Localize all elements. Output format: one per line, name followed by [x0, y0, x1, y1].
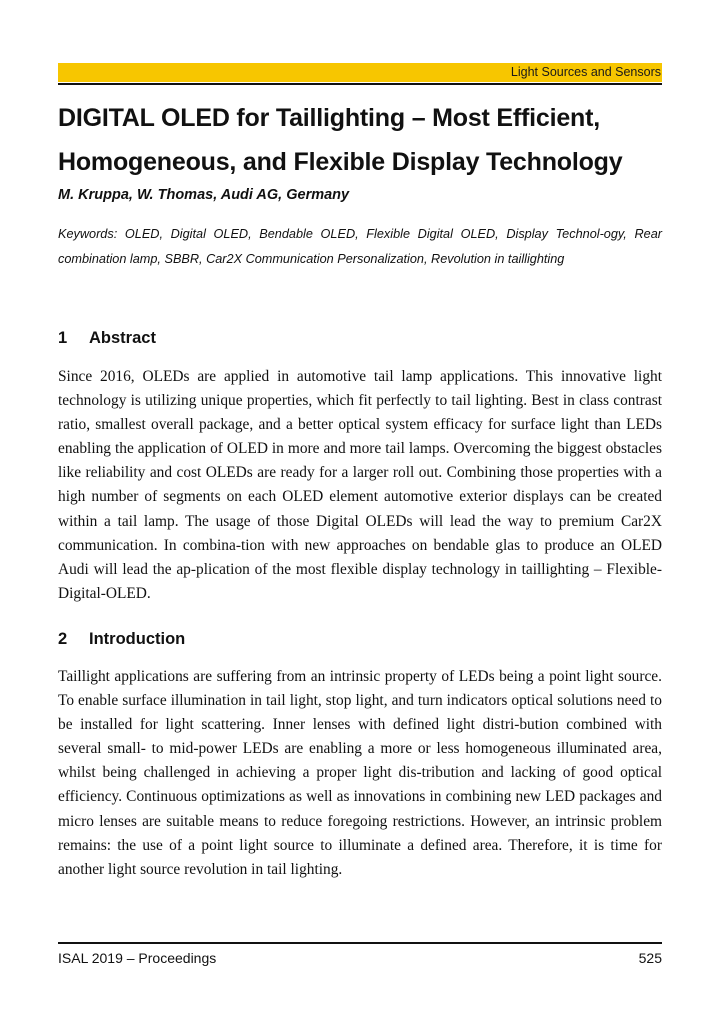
section-heading-introduction	[58, 630, 662, 649]
page-number: 525	[638, 950, 662, 966]
paper-title: DIGITAL OLED for Taillighting – Most Efficient, Homogeneous, and Flexible Display Technology	[58, 104, 623, 176]
header-rule	[58, 83, 662, 85]
section-heading-abstract	[58, 329, 662, 348]
section-title: Abstract	[89, 329, 156, 347]
paper-keywords: Keywords: OLED, Digital OLED, Bendable OLED, Flexible Digital OLED, Display Technol-ogy, Rear combination lamp, SBBR, Car2X Communication Personalization, Revolution in taillighting	[58, 227, 662, 266]
paper-authors: M. Kruppa, W. Thomas, Audi AG, Germany	[58, 187, 350, 203]
footer-proceedings: ISAL 2019 – Proceedings	[58, 950, 217, 966]
section-title: Introduction	[89, 630, 186, 648]
footer-rule	[58, 942, 662, 944]
running-header-title: Light Sources and Sensors	[510, 65, 661, 79]
section-number: 1	[58, 329, 68, 347]
introduction-paragraph: Taillight applications are suffering from an intrinsic property of LEDs being a point light source. To enable surface illumination in tail light, stop light, and turn indicators optical solutions need to be installed for light scattering. Inner lenses with defined light distri-bution combined with several small- to mid-power LEDs are enabling a more or less homogeneous illuminated area, whilst being challenged in achieving a proper light dis-tribution and lacking of good optical efficiency. Continuous optimizations as well as innovations in combining new LED packages and micro lenses are suitable means to reduce foregoing restrictions. However, an intrinsic problem remains: the use of a point light source to illuminate a defined area. Therefore, it is time for another light source revolution in tail lighting.	[58, 668, 662, 878]
abstract-paragraph: Since 2016, OLEDs are applied in automotive tail lamp applications. This innovative light technology is utilizing unique properties, which fit perfectly to tail lighting. Best in class contrast ratio, smallest overall package, and a better optical system efficacy for surface light than LEDs enabling the application of OLED in more and more tail lamps. Overcoming the biggest obstacles like reliability and cost OLEDs are ready for a larger roll out. Combining those properties with a high number of segments on each OLED element automotive exterior displays can be created within a tail lamp. The usage of those Digital OLEDs will lead the way to premium Car2X communication. In combina-tion with new approaches on bendable glas to produce an OLED Audi will lead the ap-plication of the most flexible display technology in taillighting – Flexible-Digital-OLED.	[58, 368, 662, 602]
running-header-band	[58, 63, 662, 82]
section-number: 2	[58, 630, 68, 648]
